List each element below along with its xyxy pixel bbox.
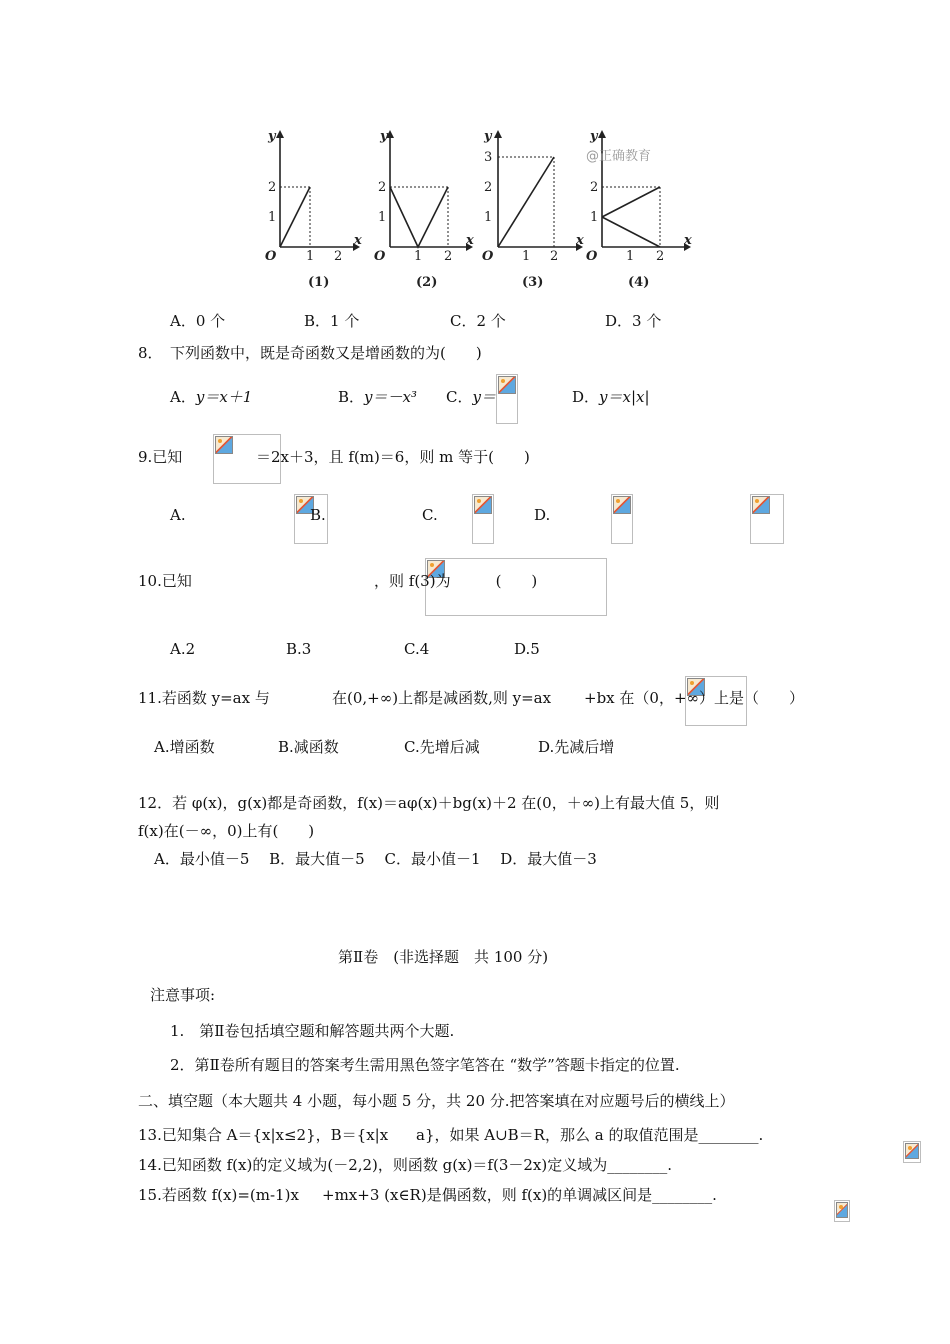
- graph3-tick-y1: 1: [484, 210, 493, 225]
- broken-image-icon: [905, 1143, 919, 1159]
- graph4-origin: O: [586, 249, 598, 264]
- q12-line2: f(x)在(－∞，0)上有( ): [138, 822, 315, 840]
- graph4-x-axis: x: [684, 233, 692, 248]
- notice-item-2: 2．第Ⅱ卷所有题目的答案考生需用黑色签字笔答在 “数学”答题卡指定的位置.: [170, 1056, 680, 1074]
- q11-option-c[interactable]: C.先增后减: [404, 738, 480, 756]
- graph4-tick-y2: 2: [590, 180, 599, 195]
- q7-option-a[interactable]: A．0 个: [170, 312, 226, 330]
- q8-option-b-label: B．: [338, 388, 365, 406]
- q12-options[interactable]: A．最小值－5 B．最大值－5 C．最小值－1 D．最大值－3: [154, 850, 597, 868]
- broken-image-icon: [836, 1202, 848, 1218]
- graph1-tick-x1: 1: [306, 249, 315, 264]
- q9-suffix: ＝2x＋3，且 f(m)＝6，则 m 等于( ): [256, 448, 530, 466]
- q10-option-d[interactable]: D.5: [514, 640, 540, 658]
- q9-d-broken-image: [750, 494, 784, 544]
- q10-option-c[interactable]: C.4: [404, 640, 430, 658]
- graph3-tick-y3: 3: [484, 150, 493, 165]
- q11-option-b[interactable]: B.减函数: [278, 738, 339, 756]
- graph3-tick-x2: 2: [550, 249, 559, 264]
- broken-image-icon: [498, 376, 516, 394]
- q14-text: 14.已知函数 f(x)的定义域为(－2,2)，则函数 g(x)＝f(3－2x)定义域为________.: [138, 1156, 673, 1174]
- q9-option-a[interactable]: A.: [170, 506, 186, 524]
- q10-suffix: ，则 f(3)为 ( ): [374, 572, 538, 590]
- graph4-tick-x1: 1: [626, 249, 635, 264]
- broken-image-icon: [474, 496, 492, 514]
- graph4-tick-x2: 2: [656, 249, 665, 264]
- graph2-tick-y1: 1: [378, 210, 387, 225]
- q9-option-d[interactable]: D.: [534, 506, 551, 524]
- q9-c-broken-image: [611, 494, 633, 544]
- graph1-origin: O: [265, 249, 277, 264]
- q8-stem: 8． 下列函数中，既是奇函数又是增函数的为( ): [138, 344, 482, 362]
- function-graphs-figure: [258, 122, 698, 302]
- q13-suffix: a}，如果 A∪B＝R，那么 a 的取值范围是________.: [416, 1126, 764, 1144]
- graph3-y-axis: y: [484, 129, 492, 144]
- q9-b-broken-image: [472, 494, 494, 544]
- q8-option-c-formula: y＝: [472, 388, 496, 406]
- notice-item-1: 1. 第Ⅱ卷包括填空题和解答题共两个大题.: [170, 1022, 455, 1040]
- q8-option-d[interactable]: [572, 386, 650, 407]
- q8-option-d-label: D．: [572, 388, 600, 406]
- q8-option-b[interactable]: [338, 386, 417, 407]
- q9-option-b[interactable]: B.: [310, 506, 326, 524]
- q7-option-b[interactable]: B．1 个: [304, 312, 360, 330]
- part2-title: 第Ⅱ卷 (非选择题 共 100 分): [338, 948, 549, 966]
- broken-image-icon: [215, 436, 233, 454]
- q15-prefix: 15.若函数 f(x)=(m-1)x: [138, 1186, 299, 1204]
- q8-option-a[interactable]: [170, 386, 252, 407]
- graph3-label: (3): [522, 275, 544, 290]
- q13-prefix: 13.已知集合 A＝{x|x≤2}，B＝{x|x: [138, 1126, 389, 1144]
- q10-prefix: 10.已知: [138, 572, 192, 590]
- graph1-tick-y2: 2: [268, 180, 277, 195]
- graph1-tick-x2: 2: [334, 249, 343, 264]
- graph2-tick-x2: 2: [444, 249, 453, 264]
- graph1-tick-y1: 1: [268, 210, 277, 225]
- graph1-y-axis: y: [268, 129, 276, 144]
- q8-option-c[interactable]: [446, 386, 496, 407]
- graph3-tick-x1: 1: [522, 249, 531, 264]
- q15-suffix: +mx+3 (x∈R)是偶函数，则 f(x)的单调减区间是________.: [322, 1186, 717, 1204]
- watermark: @正确教育: [586, 149, 652, 164]
- q11-option-a[interactable]: A.增函数: [154, 738, 215, 756]
- graph2-tick-x1: 1: [414, 249, 423, 264]
- q11-suffix: +bx 在（0，+∞）上是（ ）: [584, 689, 805, 707]
- broken-image-icon: [752, 496, 770, 514]
- graph2-x-axis: x: [466, 233, 474, 248]
- q13-broken-image: [903, 1141, 921, 1163]
- q8-option-a-formula: y＝x＋1: [195, 388, 253, 406]
- graph1-x-axis: x: [354, 233, 362, 248]
- q11-option-d[interactable]: D.先减后增: [538, 738, 615, 756]
- graph2-label: (2): [416, 275, 438, 290]
- q8-c-broken-image: [496, 374, 518, 424]
- notice-heading: 注意事项:: [150, 986, 216, 1004]
- q9-prefix: 9.已知: [138, 448, 183, 466]
- q15-broken-image: [834, 1200, 850, 1222]
- q11-prefix: 11.若函数 y=ax 与: [138, 689, 270, 707]
- q8-option-a-label: A．: [170, 388, 196, 406]
- q8-option-b-formula: y＝－x³: [364, 388, 417, 406]
- q10-option-a[interactable]: A.2: [170, 640, 196, 658]
- graph2-origin: O: [374, 249, 386, 264]
- q11-middle: 在(0,+∞)上都是减函数,则 y=ax: [332, 689, 552, 707]
- graph4-label: (4): [628, 275, 650, 290]
- q8-option-d-formula: y＝x|x|: [599, 388, 650, 406]
- graph3-x-axis: x: [576, 233, 584, 248]
- q8-option-c-label: C．: [446, 388, 473, 406]
- graph3-origin: O: [482, 249, 494, 264]
- q9-option-c[interactable]: C.: [422, 506, 438, 524]
- section-heading: 二、填空题（本大题共 4 小题，每小题 5 分，共 20 分.把答案填在对应题号后的横线上）: [138, 1092, 735, 1110]
- q10-option-b[interactable]: B.3: [286, 640, 312, 658]
- graph1-label: (1): [308, 275, 330, 290]
- q7-option-c[interactable]: C．2 个: [450, 312, 506, 330]
- graph4-y-axis: y: [590, 129, 598, 144]
- graph3-tick-y2: 2: [484, 180, 493, 195]
- graph4-tick-y1: 1: [590, 210, 599, 225]
- q12-line1: 12．若 φ(x)，g(x)都是奇函数，f(x)＝aφ(x)＋bg(x)＋2 在(0，＋∞)上有最大值 5，则: [138, 794, 720, 812]
- graph2-y-axis: y: [380, 129, 388, 144]
- graph2-tick-y2: 2: [378, 180, 387, 195]
- q7-option-d[interactable]: D．3 个: [605, 312, 662, 330]
- broken-image-icon: [613, 496, 631, 514]
